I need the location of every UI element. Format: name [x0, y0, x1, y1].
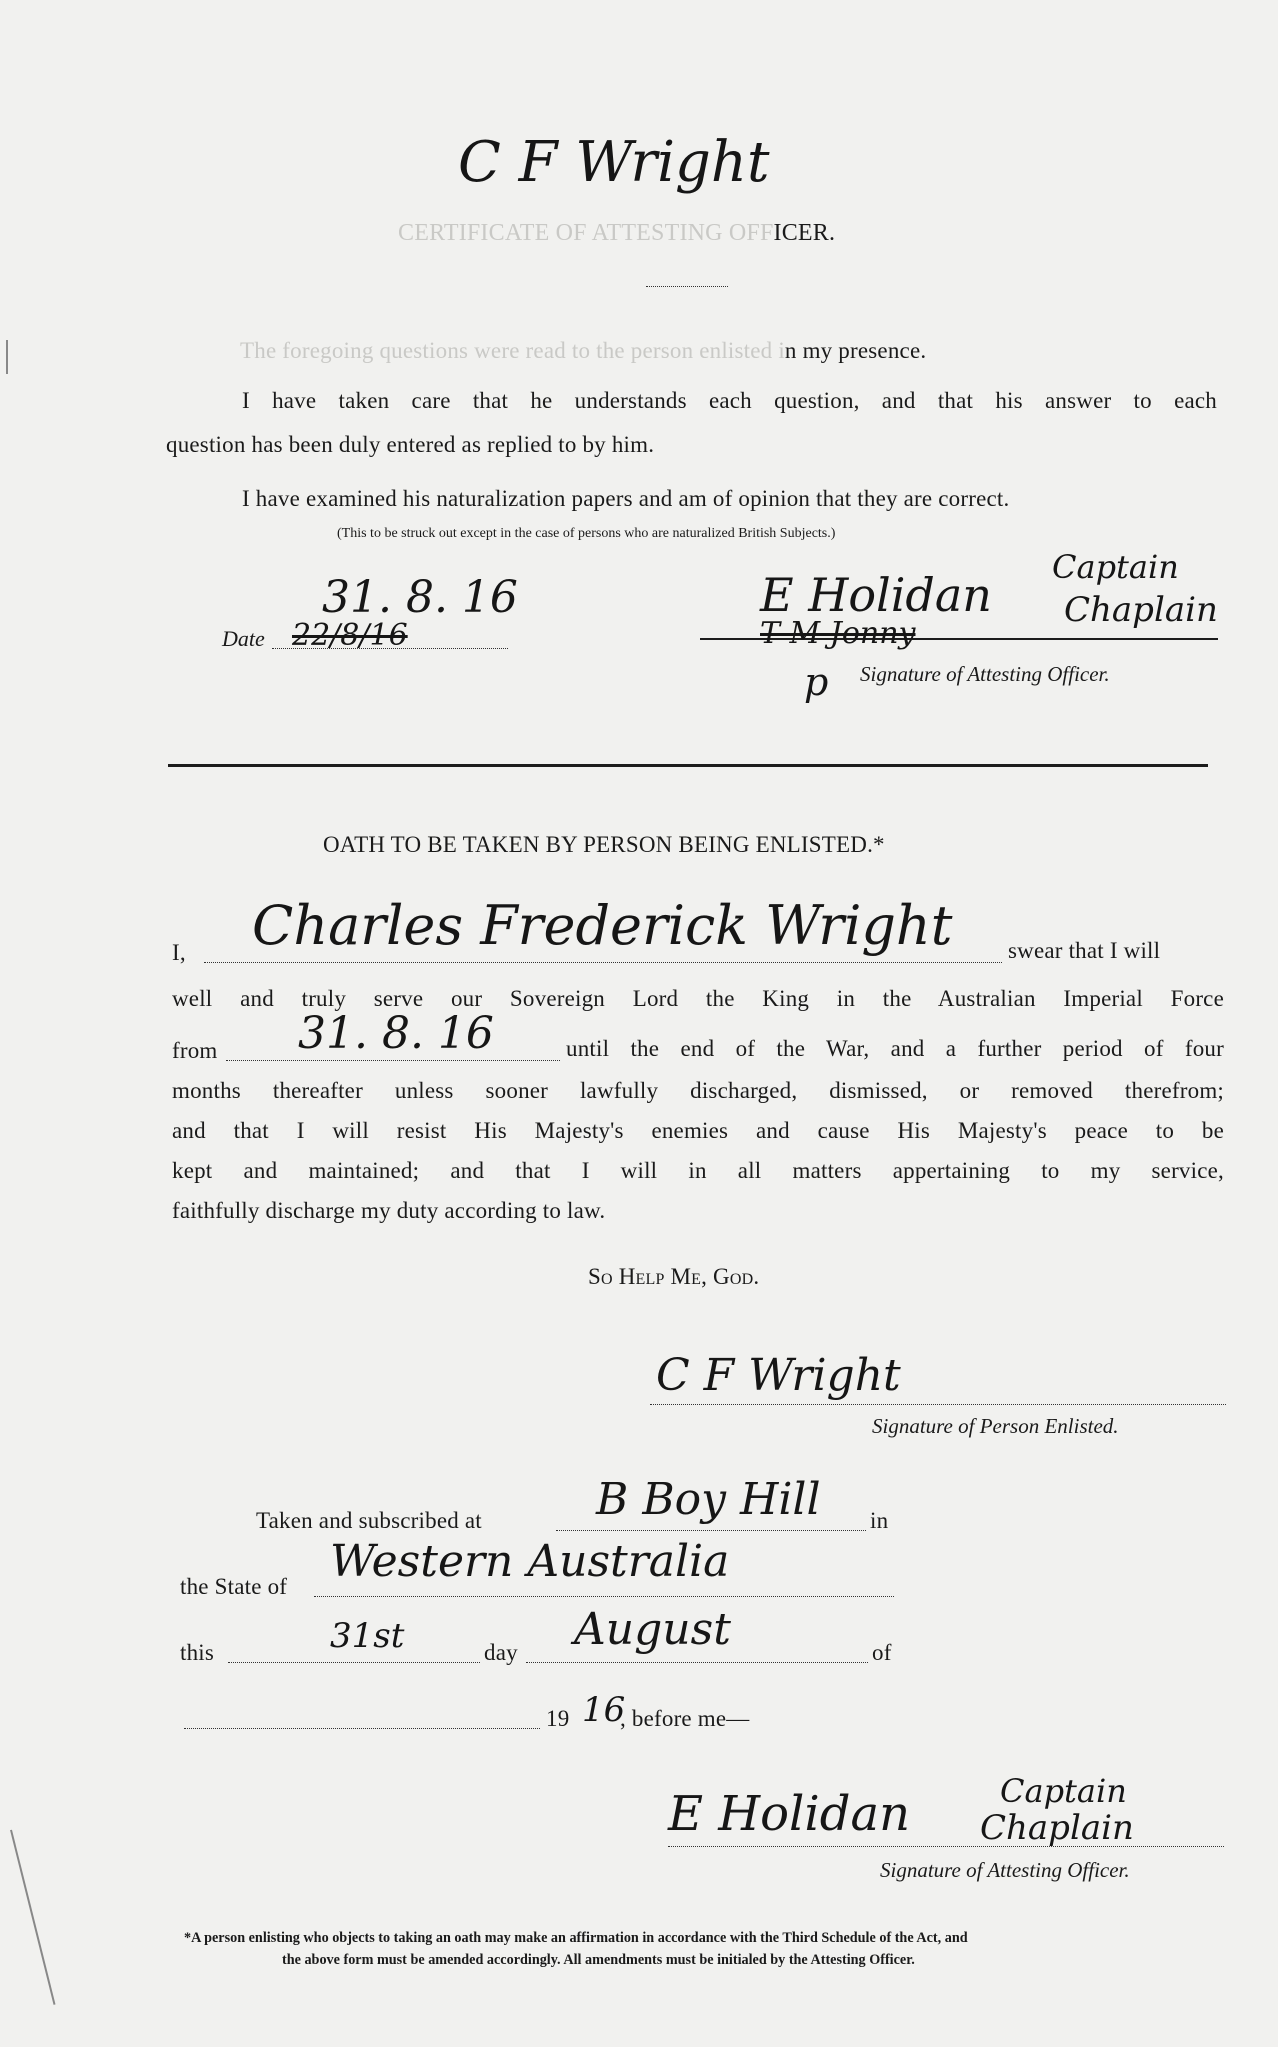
officer-struck-name: T M Jonny — [760, 616, 916, 651]
enlisted-signature-caption: Signature of Person Enlisted. — [872, 1414, 1119, 1438]
date-handwritten: 31. 8. 16 — [322, 572, 518, 623]
oath-line5: and that I will resist His Majesty's enemies and cause His Majesty's peace to be — [172, 1118, 1224, 1143]
state-label: the State of — [180, 1574, 288, 1599]
place-handwritten: B Boy Hill — [596, 1474, 821, 1525]
day-handwritten: 31st — [330, 1616, 405, 1656]
month-handwritten: August — [574, 1604, 731, 1655]
date-label: Date — [222, 626, 265, 651]
state-line — [314, 1596, 894, 1597]
oath-name-handwritten: Charles Frederick Wright — [252, 894, 953, 957]
this-label: this — [180, 1640, 215, 1665]
certificate-para1b: question has been duly entered as replied to by him. — [166, 432, 655, 457]
year-handwritten: 16 — [582, 1690, 626, 1730]
scan-edge-mark — [6, 340, 8, 374]
oath-line4: months thereafter unless sooner lawfully discharged, dismissed, or removed therefrom; — [172, 1078, 1224, 1103]
year-lead-line — [184, 1728, 540, 1729]
bottom-officer-signature: E Holidan — [668, 1786, 911, 1842]
certificate-heading-visible: ICER. — [773, 220, 836, 246]
certificate-heading — [398, 220, 835, 247]
bottom-officer-role: Chaplain — [980, 1808, 1134, 1848]
footnote-line2: the above form must be amended accordingly. All amendments must be initialed by the Attesting Officer. — [282, 1952, 915, 1968]
officer-rank: Captain — [1052, 548, 1179, 586]
section-divider — [168, 764, 1208, 767]
bottom-officer-line — [668, 1846, 1224, 1847]
naturalization-note: (This to be struck out except in the case of persons who are naturalized British Subjects.) — [337, 526, 836, 541]
enlisted-signature: C F Wright — [656, 1350, 901, 1401]
certificate-line1 — [240, 338, 926, 364]
footnote-line1: *A person enlisting who objects to taking an oath may make an affirmation in accordance with the Third Schedule of the Act, and — [184, 1930, 968, 1946]
of-label: of — [872, 1640, 892, 1665]
certificate-para2: I have examined his naturalization papers and am of opinion that they are correct. — [242, 486, 1010, 511]
officer-signature-caption: Signature of Attesting Officer. — [860, 662, 1110, 686]
oath-closing: So Help Me, God. — [588, 1264, 760, 1289]
day-label: day — [484, 1640, 518, 1665]
oath-from-label: from — [172, 1038, 218, 1063]
enlisted-signature-line — [650, 1404, 1226, 1405]
officer-signature: E Holidan — [760, 568, 992, 622]
oath-line7: faithfully discharge my duty according to law. — [172, 1198, 606, 1223]
certificate-line1-visible: n my presence. — [784, 338, 927, 363]
oath-i-label: I, — [172, 940, 186, 965]
oath-from-date: 31. 8. 16 — [298, 1008, 494, 1059]
state-handwritten: Western Australia — [330, 1536, 730, 1587]
oath-line1-end: swear that I will — [1008, 938, 1161, 963]
day-line — [228, 1662, 480, 1663]
place-line — [556, 1530, 866, 1531]
in-label: in — [870, 1508, 889, 1533]
heading-divider — [646, 286, 728, 287]
top-signature: C F Wright — [458, 130, 770, 195]
certificate-line1-faded: The foregoing questions were read to the person enlisted i — [240, 338, 785, 363]
certificate-para1a: I have taken care that he understands each question, and that his answer to each — [242, 388, 1217, 413]
oath-line3-end: until the end of the War, and a further period of four — [566, 1036, 1224, 1061]
oath-name-line — [204, 962, 1002, 963]
certificate-heading-faded: CERTIFICATE OF ATTESTING OFF — [398, 220, 774, 246]
oath-line6: kept and maintained; and that I will in all matters appertaining to my service, — [172, 1158, 1224, 1183]
officer-role: Chaplain — [1064, 590, 1218, 630]
per-mark: p — [804, 660, 829, 704]
taken-label: Taken and subscribed at — [256, 1508, 482, 1533]
before-label: , before me— — [620, 1706, 750, 1731]
oath-heading: OATH TO BE TAKEN BY PERSON BEING ENLISTED.* — [323, 832, 885, 857]
month-line — [526, 1662, 868, 1663]
date-struck: 22/8/16 — [292, 618, 408, 653]
bottom-officer-rank: Captain — [1000, 1772, 1127, 1810]
year-prefix: 19 — [546, 1706, 570, 1731]
bottom-officer-caption: Signature of Attesting Officer. — [880, 1858, 1130, 1882]
oath-from-line — [226, 1060, 560, 1061]
oath-line2: well and truly serve our Sovereign Lord the King in the Australian Imperial Force — [172, 986, 1224, 1011]
scan-edge-mark — [10, 1830, 55, 2005]
